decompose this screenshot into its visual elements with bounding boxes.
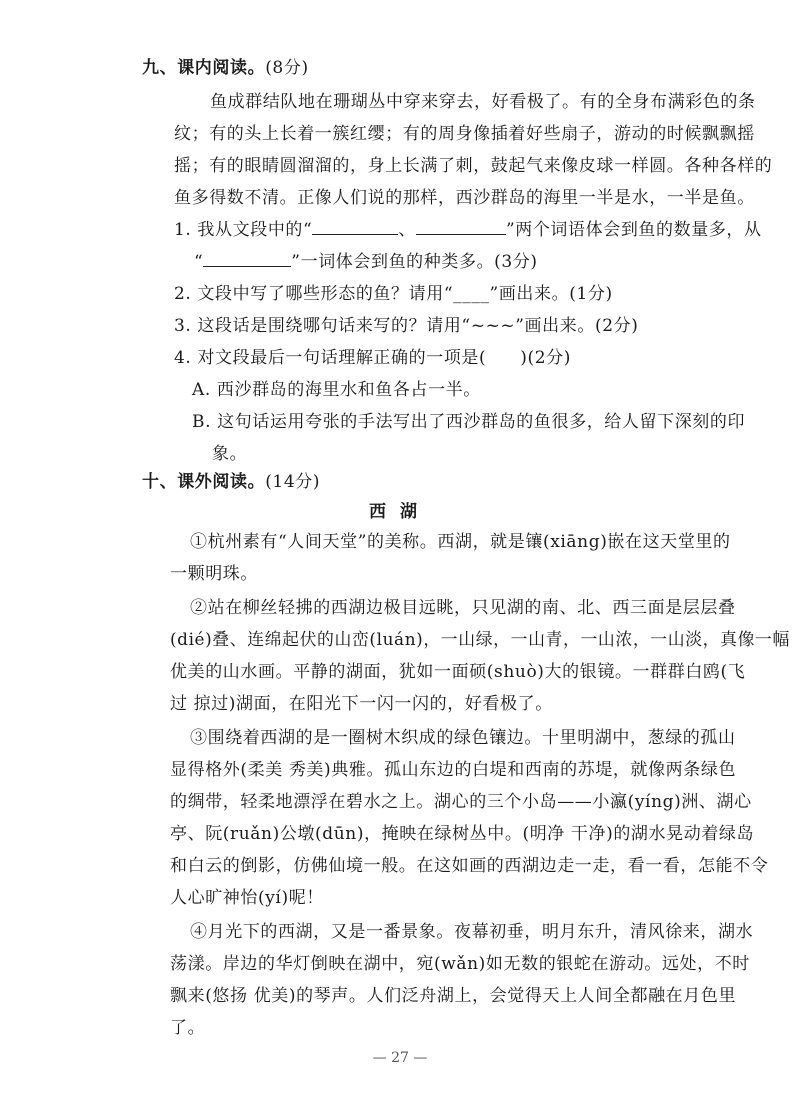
paragraph-3-line: 和白云的倒影，仿佛仙境一般。在这如画的西湖边走一走，看一看，怎能不令 [170, 856, 769, 876]
straight-line-mark: ____ [453, 284, 490, 304]
question-1-text-d: “ [194, 252, 204, 272]
paragraph-3-line: 的绸带，轻柔地漂浮在碧水之上。湖心的三个小岛——小瀛(yíng)洲、湖心 [170, 792, 752, 812]
question-1-text-b: 、 [398, 220, 416, 240]
section-9-score: (8分) [265, 58, 309, 78]
question-3 [174, 314, 638, 338]
question-4-text-b: )(2分) [520, 348, 571, 368]
question-1-text-a: 1. 我从文段中的“ [174, 220, 313, 240]
passage-line: 纹；有的头上长着一簇红缨；有的周身像插着好些扇子，游动的时候飘飘摇 [174, 124, 755, 144]
question-3-text-a: 3. 这段话是围绕哪句话来写的？请用“ [174, 316, 471, 336]
paragraph-3-line: 显得格外(柔美 秀美)典雅。孤山东边的白堤和西南的苏堤，就像两条绿色 [170, 760, 737, 780]
question-1-line-2 [194, 250, 538, 274]
answer-blank-1[interactable] [312, 218, 398, 235]
paragraph-4-line: ④月光下的西湖，又是一番景象。夜幕初垂，明月东升，清风徐来，湖水 [190, 922, 754, 942]
section-10-heading-text: 十、课外阅读。 [142, 472, 266, 492]
paragraph-2-line: 过 掠过)湖面，在阳光下一闪一闪的，好看极了。 [170, 694, 553, 714]
section-10-score: (14分) [265, 472, 321, 492]
question-2 [174, 282, 613, 306]
passage-line: 鱼多得数不清。正像人们说的那样，西沙群岛的海里一半是水，一半是鱼。 [174, 188, 755, 208]
passage-line: 鱼成群结队地在珊瑚丛中穿来穿去，好看极了。有的全身布满彩色的条 [210, 92, 756, 112]
answer-blank-3[interactable] [203, 250, 291, 267]
paragraph-2-line: ②站在柳丝轻拂的西湖边极目远眺，只见湖的南、北、西三面是层层叠 [190, 598, 736, 618]
answer-blank-2[interactable] [416, 218, 506, 235]
option-a: A. 西沙群岛的海里水和鱼各占一半。 [192, 380, 481, 400]
option-b-line-1: B. 这句话运用夸张的手法写出了西沙群岛的鱼很多，给人留下深刻的印 [192, 412, 746, 432]
paragraph-4-line: 飘来(悠扬 优美)的琴声。人们泛舟湖上，会觉得天上人间全都融在月色里 [170, 986, 737, 1006]
passage-line: 摇；有的眼睛圆溜溜的，身上长满了刺，鼓起气来像皮球一样圆。各种各样的 [174, 156, 773, 176]
question-1-line-1 [174, 218, 762, 242]
question-3-text-b: ”画出来。(2分) [515, 316, 639, 336]
question-4-text-a: 4. 对文段最后一句话理解正确的一项是( [174, 348, 487, 368]
paragraph-3-line: ③围绕着西湖的是一圈树木织成的绿色镶边。十里明湖中，葱绿的孤山 [190, 728, 736, 748]
option-b-line-2: 象。 [212, 444, 248, 464]
article-title: 西湖 [369, 502, 431, 522]
wavy-line-mark: ~~~ [470, 316, 516, 336]
paragraph-4-line: 荡漾。岸边的华灯倒映在湖中，宛(wǎn)如无数的银蛇在游动。远处，不时 [170, 954, 750, 974]
section-10-heading [142, 470, 320, 494]
question-4 [174, 346, 571, 370]
paragraph-3-line: 亭、阮(ruǎn)公墩(dūn)，掩映在绿树丛中。(明净 干净)的湖水晃动着绿岛 [170, 824, 755, 844]
paragraph-1-line: 一颗明珠。 [170, 564, 258, 584]
paragraph-1-line: ①杭州素有“人间天堂”的美称。西湖，就是镶(xiāng)嵌在这天堂里的 [190, 532, 731, 552]
section-9-heading [142, 56, 309, 80]
question-2-text-b: ”画出来。(1分) [489, 284, 613, 304]
question-1-text-c: ”两个词语体会到鱼的数量多，从 [505, 220, 762, 240]
question-1-text-e: ”一词体会到鱼的种类多。(3分) [291, 252, 538, 272]
paragraph-4-line: 了。 [170, 1018, 206, 1038]
paragraph-3-line: 人心旷神怡(yí)呢！ [170, 888, 324, 908]
page-number: — 27 — [372, 1050, 428, 1066]
section-9-heading-text: 九、课内阅读。 [142, 58, 266, 78]
paragraph-2-line: 优美的山水画。平静的湖面，犹如一面硕(shuò)大的银镜。一群群白鸥(飞 [170, 662, 746, 682]
paragraph-2-line: (dié)叠、连绵起伏的山峦(luán)，一山绿，一山青，一山浓，一山淡，真像一幅 [170, 630, 790, 650]
question-2-text-a: 2. 文段中写了哪些形态的鱼？请用“ [174, 284, 454, 304]
